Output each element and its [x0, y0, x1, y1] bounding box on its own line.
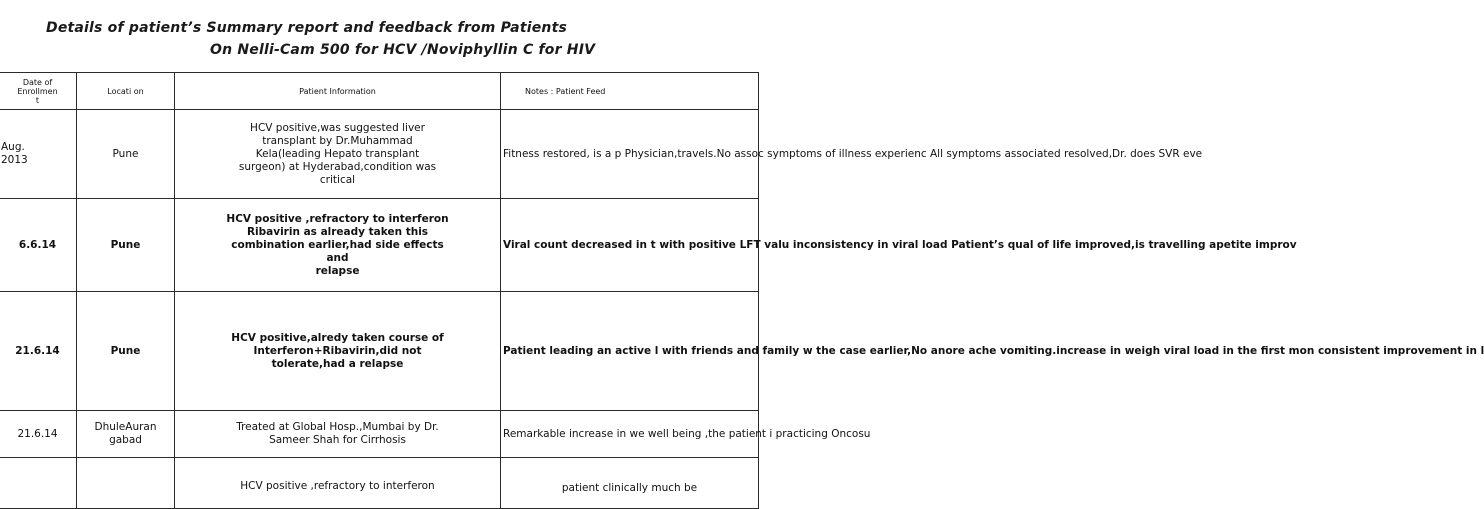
cell-patient-info: HCV positive ,refractory to interferon Ribavirin as already taken this combination earlier,had side effects and relapse — [175, 199, 501, 292]
table-row — [0, 199, 759, 292]
cell-date: 21.6.14 — [0, 292, 77, 411]
cell-date: Aug. 2013 — [0, 110, 77, 199]
cell-patient-info: HCV positive,was suggested liver transplant by Dr.Muhammad Kela(leading Hepato transplant surgeon) at Hyderabad,condition was critical — [175, 110, 501, 199]
table-header-row — [0, 73, 759, 110]
cell-patient-info: HCV positive,alredy taken course of Interferon+Ribavirin,did not tolerate,had a relapse — [175, 292, 501, 411]
header-patient-information: Patient Information — [175, 73, 501, 110]
cell-date: 6.6.14 — [0, 199, 77, 292]
cell-patient-info: HCV positive ,refractory to interferon — [175, 458, 501, 509]
cell-notes: Viral count decreased in t with positive LFT valu inconsistency in viral load Patient’s qual of life improved,is travelling apetite improv — [501, 199, 759, 292]
cell-location: DhuleAuran gabad — [77, 411, 175, 458]
patient-summary-table — [0, 72, 1484, 509]
cell-location: Pune — [77, 292, 175, 411]
header-date: Date of Enrollmen t — [0, 73, 77, 110]
table-row — [0, 458, 759, 509]
cell-date: 21.6.14 — [0, 411, 77, 458]
document-title-line2: On Nelli-Cam 500 for HCV /Noviphyllin C for HIV — [210, 42, 596, 58]
table-row — [0, 110, 759, 199]
cell-notes: Fitness restored, is a p Physician,travels.No assoc symptoms of illness experienc All symptoms associated resolved,Dr. does SVR eve — [501, 110, 759, 199]
header-notes: Notes : Patient Feed — [501, 73, 759, 110]
table-row — [0, 411, 759, 458]
cell-location: Pune — [77, 110, 175, 199]
cell-notes: Patient leading an active l with friends and family w the case earlier,No anore ache vomiting.increase in weigh viral load in the first mon consistent improvement in l — [501, 292, 759, 411]
cell-notes: Remarkable increase in we well being ,the patient i practicing Oncosu — [501, 411, 759, 458]
document-title-line1: Details of patient’s Summary report and feedback from Patients — [46, 20, 568, 36]
table-row — [0, 292, 759, 411]
cell-location: Pune — [77, 199, 175, 292]
cell-date — [0, 458, 77, 509]
header-location: Locati on — [77, 73, 175, 110]
cell-location — [77, 458, 175, 509]
cell-notes: patient clinically much be — [501, 458, 759, 509]
cell-patient-info: Treated at Global Hosp.,Mumbai by Dr. Sameer Shah for Cirrhosis — [175, 411, 501, 458]
